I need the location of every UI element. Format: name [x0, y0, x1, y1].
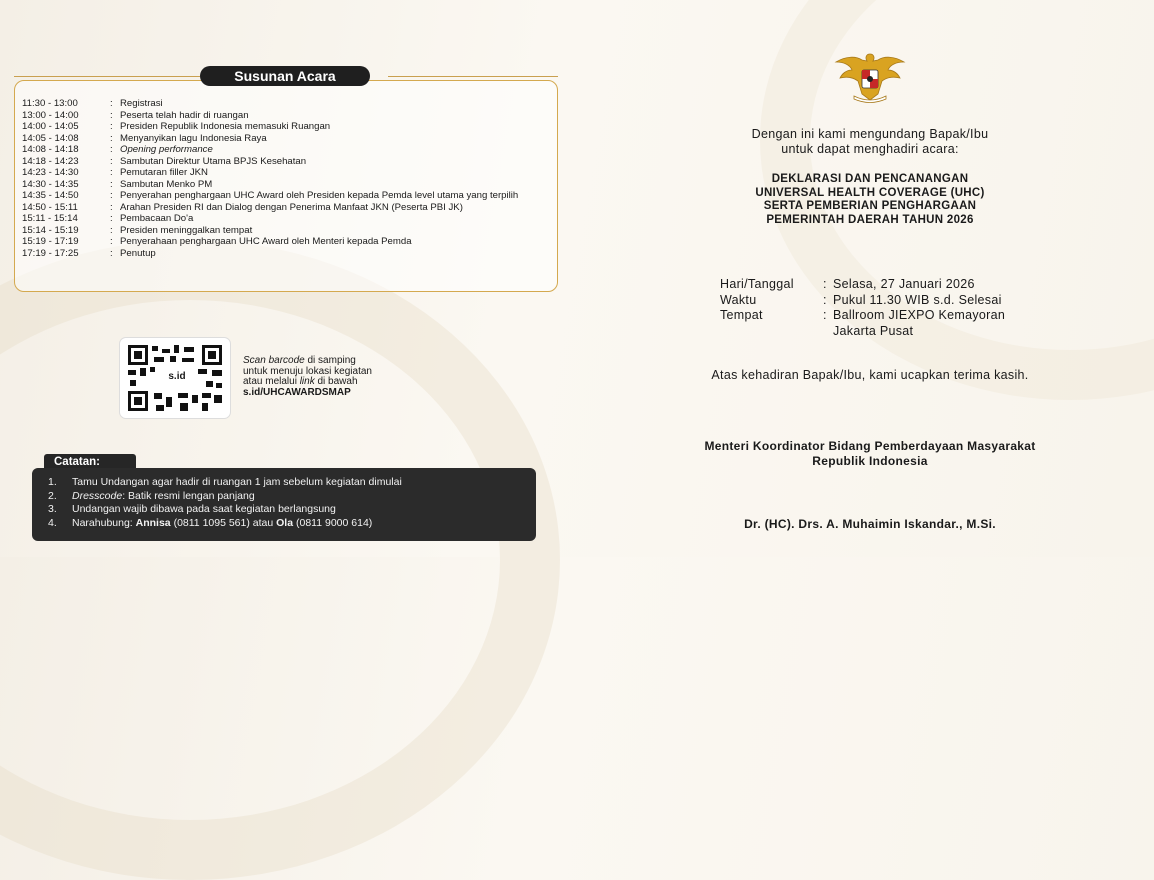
note-number: 2. — [48, 489, 57, 502]
schedule-activity: Pembacaan Do'a — [120, 213, 194, 224]
schedule-row — [22, 248, 552, 260]
qr-badge: s.id — [156, 368, 198, 386]
schedule-row — [22, 190, 552, 202]
schedule-activity: Presiden Republik Indonesia memasuki Ruangan — [120, 121, 331, 132]
schedule-separator: : — [110, 167, 113, 178]
schedule-separator: : — [110, 132, 113, 144]
thanks-text: Atas kehadiran Bapak/Ibu, kami ucapkan terima kasih. — [711, 368, 1029, 382]
schedule-row — [22, 110, 552, 122]
event-title — [610, 173, 1130, 227]
note-text: Narahubung: — [72, 516, 136, 529]
schedule-row — [22, 156, 552, 168]
note-text: Undangan wajib dibawa pada saat kegiatan berlangsung — [72, 503, 336, 515]
qr-link-word: link — [299, 376, 315, 387]
schedule-separator: : — [110, 144, 113, 155]
schedule-separator: : — [110, 155, 113, 167]
qr-url[interactable]: s.id/UHCAWARDSMAP — [243, 386, 351, 398]
note-number: 1. — [48, 476, 57, 488]
detail-label: Tempat — [720, 308, 763, 322]
minister-title — [610, 439, 1130, 468]
schedule-activity: Penyerahan penghargaan UHC Award oleh Presiden kepada Pemda level utama yang terpilih — [120, 190, 519, 201]
note-number: 3. — [48, 503, 57, 515]
invitation-text — [610, 127, 1130, 157]
notes-box — [32, 468, 536, 541]
schedule-row — [22, 98, 552, 110]
detail-separator: : — [823, 308, 827, 322]
qr-instructions — [243, 356, 463, 398]
schedule-time: 14:35 - 14:50 — [22, 190, 79, 201]
qr-line3-post: di bawah — [314, 376, 358, 387]
schedule-time: 15:14 - 15:19 — [22, 224, 79, 236]
event-line: UNIVERSAL HEALTH COVERAGE (UHC) — [755, 186, 985, 199]
schedule-time: 14:23 - 14:30 — [22, 167, 79, 178]
note-text: (0811 1095 561) atau — [170, 516, 277, 529]
event-line: PEMERINTAH DAERAH TAHUN 2026 — [766, 213, 974, 226]
event-line: SERTA PEMBERIAN PENGHARGAAN — [763, 200, 977, 212]
schedule-list — [22, 98, 552, 259]
event-details — [720, 277, 1005, 339]
qr-code[interactable] — [120, 338, 230, 418]
note-item — [48, 517, 536, 531]
note-text: Tamu Undangan agar hadir di ruangan 1 jam sebelum kegiatan dimulai — [72, 476, 402, 488]
detail-value: Jakarta Pusat — [833, 323, 914, 338]
note-number: 4. — [48, 516, 57, 529]
schedule-row — [22, 202, 552, 214]
signer-name: Dr. (HC). Drs. A. Muhaimin Iskandar., M.Si. — [744, 517, 996, 531]
schedule-activity: Pemutaran filler JKN — [120, 167, 208, 178]
note-item — [48, 476, 536, 490]
garuda-emblem-icon — [832, 48, 908, 104]
schedule-separator: : — [110, 236, 113, 247]
schedule-time: 13:00 - 14:00 — [22, 109, 79, 121]
note-item — [48, 490, 536, 504]
schedule-row — [22, 133, 552, 145]
schedule-time: 14:00 - 14:05 — [22, 121, 79, 132]
schedule-separator: : — [110, 201, 113, 213]
schedule-time: 15:11 - 15:14 — [22, 213, 78, 224]
schedule-time: 14:05 - 14:08 — [22, 132, 79, 144]
detail-row-date — [720, 277, 1005, 293]
schedule-activity: Sambutan Menko PM — [120, 178, 213, 190]
schedule-activity: Arahan Presiden RI dan Dialog dengan Penerima Manfaat JKN (Peserta PBI JK) — [120, 201, 463, 213]
schedule-activity: Penyerahaan penghargaan UHC Award oleh Menteri kepada Pemda — [120, 236, 412, 247]
schedule-row — [22, 213, 552, 225]
qr-line1-rest: di samping — [304, 355, 356, 366]
title-rule-right — [388, 76, 558, 77]
detail-value: Ballroom JIEXPO Kemayoran — [833, 308, 1006, 322]
schedule-separator: : — [110, 178, 113, 190]
schedule-separator: : — [110, 247, 113, 259]
schedule-separator: : — [110, 224, 113, 236]
qr-line2: untuk menuju lokasi kegiatan — [243, 365, 372, 377]
schedule-row — [22, 179, 552, 191]
invitation-line-1: Dengan ini kami mengundang Bapak/Ibu — [751, 127, 989, 141]
schedule-time: 14:08 - 14:18 — [22, 144, 79, 155]
contact-name-2: Ola — [276, 516, 294, 529]
schedule-activity: Presiden meninggalkan tempat — [120, 224, 253, 236]
detail-label: Waktu — [720, 292, 757, 307]
schedule-activity: Opening performance — [120, 144, 213, 155]
schedule-activity: Peserta telah hadir di ruangan — [120, 109, 249, 121]
detail-separator: : — [823, 277, 827, 291]
detail-row-place — [720, 308, 1005, 324]
schedule-separator: : — [110, 109, 113, 121]
schedule-activity: Sambutan Direktur Utama BPJS Kesehatan — [120, 155, 307, 167]
schedule-row — [22, 121, 552, 133]
schedule-time: 17:19 - 17:25 — [22, 247, 79, 259]
schedule-time: 15:19 - 17:19 — [22, 236, 79, 247]
background-swirl — [0, 240, 560, 880]
detail-row-place-2 — [720, 324, 1005, 340]
note-text: (0811 9000 614) — [293, 516, 373, 529]
schedule-separator: : — [110, 98, 113, 109]
title-rule-left — [14, 76, 200, 77]
schedule-time: 11:30 - 13:00 — [22, 98, 78, 109]
note-italic: Dresscode — [72, 489, 123, 502]
minister-line-1: Menteri Koordinator Bidang Pemberdayaan Masyarakat — [704, 439, 1036, 453]
note-text: : Batik resmi lengan panjang — [122, 489, 255, 502]
qr-line3-pre: atau melalui — [243, 376, 300, 387]
detail-separator: : — [823, 292, 827, 307]
schedule-row — [22, 144, 552, 156]
schedule-separator: : — [110, 121, 113, 132]
invitation-line-2: untuk dapat menghadiri acara: — [781, 142, 959, 156]
schedule-time: 14:50 - 15:11 — [22, 201, 78, 213]
schedule-separator: : — [110, 213, 113, 224]
contact-name-1: Annisa — [135, 516, 171, 529]
schedule-title: Susunan Acara — [200, 66, 370, 86]
note-item — [48, 503, 536, 517]
detail-value: Selasa, 27 Januari 2026 — [833, 277, 975, 291]
detail-value: Pukul 11.30 WIB s.d. Selesai — [833, 292, 1002, 307]
notes-label: Catatan: — [44, 454, 136, 470]
schedule-time: 14:18 - 14:23 — [22, 155, 79, 167]
schedule-activity: Penutup — [120, 247, 156, 259]
schedule-row — [22, 225, 552, 237]
schedule-activity: Menyanyikan lagu Indonesia Raya — [120, 132, 267, 144]
minister-line-2: Republik Indonesia — [812, 453, 928, 468]
schedule-time: 14:30 - 14:35 — [22, 178, 79, 190]
schedule-separator: : — [110, 190, 113, 201]
event-line: DEKLARASI DAN PENCANANGAN — [771, 173, 969, 185]
detail-label: Hari/Tanggal — [720, 277, 794, 291]
schedule-activity: Registrasi — [120, 98, 163, 109]
schedule-row — [22, 236, 552, 248]
schedule-row — [22, 167, 552, 179]
detail-row-time — [720, 293, 1005, 309]
scan-word: Scan barcode — [243, 355, 305, 366]
